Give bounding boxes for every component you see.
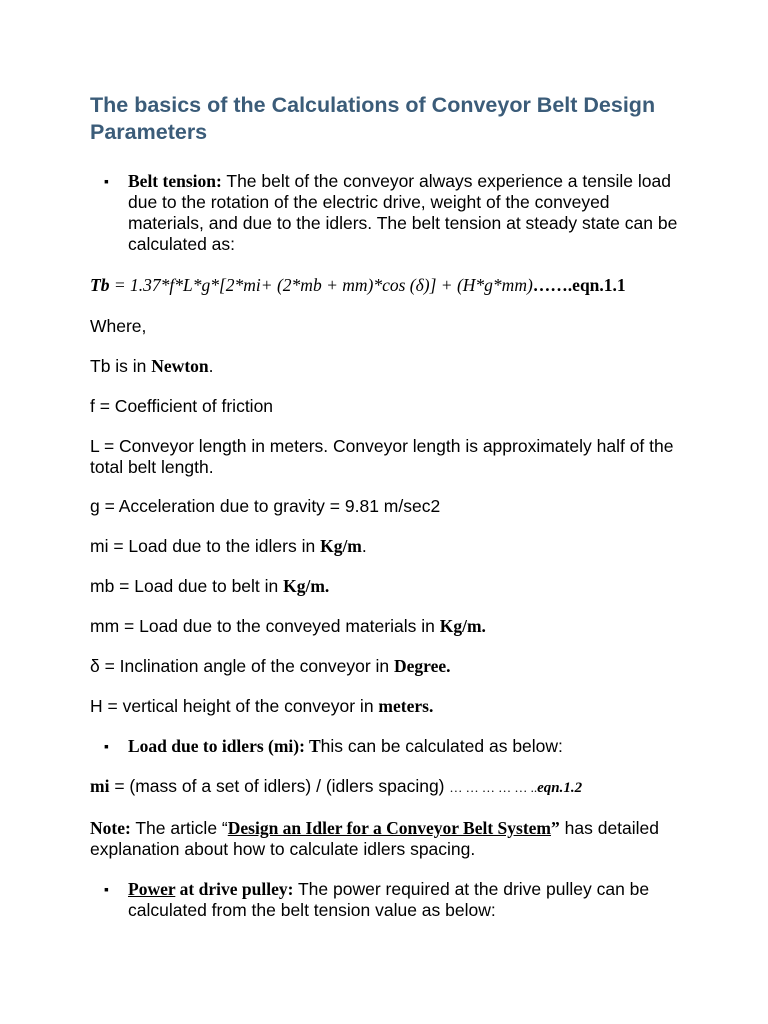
eqn2-lhs: mi [90, 776, 110, 796]
def-mi: mi = Load due to the idlers in Kg/m. [90, 536, 367, 556]
eqn1-tag: …….eqn.1.1 [532, 275, 626, 295]
def-l: L = Conveyor length in meters. Conveyor length is approximately half of the total belt length. [90, 436, 674, 477]
def-delta: δ = Inclination angle of the conveyor in Degree. [90, 656, 451, 676]
unit-kgm: Kg/m. [439, 616, 486, 636]
document-page [90, 92, 690, 921]
idler-load-item [90, 736, 690, 757]
eqn2-tag: eqn.1.2 [537, 780, 583, 796]
def-mm: mm = Load due to the conveyed materials in Kg/m. [90, 616, 486, 636]
unit-newton: Newton [151, 356, 209, 376]
bullet-marker: ▪ [104, 881, 109, 897]
unit-meters: meters. [378, 696, 434, 716]
eqn2-dots: … … … … … .. [449, 780, 538, 795]
def-h: H = vertical height of the conveyor in meters. [90, 696, 434, 716]
eqn1-lhs: Tb [90, 275, 110, 295]
bullet-marker: ▪ [104, 738, 109, 754]
idler-load-label: Load due to idlers (mi): T [128, 736, 321, 756]
belt-tension-text: The belt of the conveyor always experience a tensile load due to the rotation of the electric drive, weight of the conveyed materials, and due to the idlers. The belt tension at steady state can be calculated as: [128, 171, 678, 254]
article-link[interactable]: Design an Idler for a Conveyor Belt System [227, 818, 552, 838]
def-tb: Tb is in Newton. [90, 356, 214, 376]
where-label: Where, [90, 316, 147, 336]
power-text: The power required at the drive pulley can be calculated from the belt tension value as below: [128, 879, 650, 920]
power-label: at drive pulley: [175, 879, 294, 899]
power-label-link[interactable]: Power [128, 879, 176, 899]
equation-1-1 [90, 275, 690, 296]
belt-tension-label: Belt tension: [128, 171, 222, 191]
unit-kgm: Kg/m [320, 536, 362, 556]
note-label: Note: [90, 818, 131, 838]
def-g: g = Acceleration due to gravity = 9.81 m/sec2 [90, 496, 441, 516]
eqn2-rhs: = (mass of a set of idlers) / (idlers spacing) [109, 776, 450, 796]
unit-kgm: Kg/m. [283, 576, 330, 596]
bullet-marker: ▪ [104, 173, 109, 189]
page-title: The basics of the Calculations of Conveyor Belt Design Parameters [90, 93, 656, 144]
def-f: f = Coefficient of friction [90, 396, 274, 416]
eqn1-rhs: = 1.37*f*L*g*[2*mi+ (2*mb + mm)*cos (δ)] + (H*g*mm) [109, 275, 533, 295]
note-paragraph: Note: The article “Design an Idler for a Conveyor Belt System” has detailed explanation about how to calculate idlers spacing. [90, 818, 660, 859]
equation-1-2 [90, 776, 690, 799]
power-item [90, 879, 690, 921]
belt-tension-item [90, 171, 690, 255]
def-mb: mb = Load due to belt in Kg/m. [90, 576, 330, 596]
unit-degree: Degree. [394, 656, 451, 676]
idler-load-text: his can be calculated as below: [320, 736, 563, 756]
